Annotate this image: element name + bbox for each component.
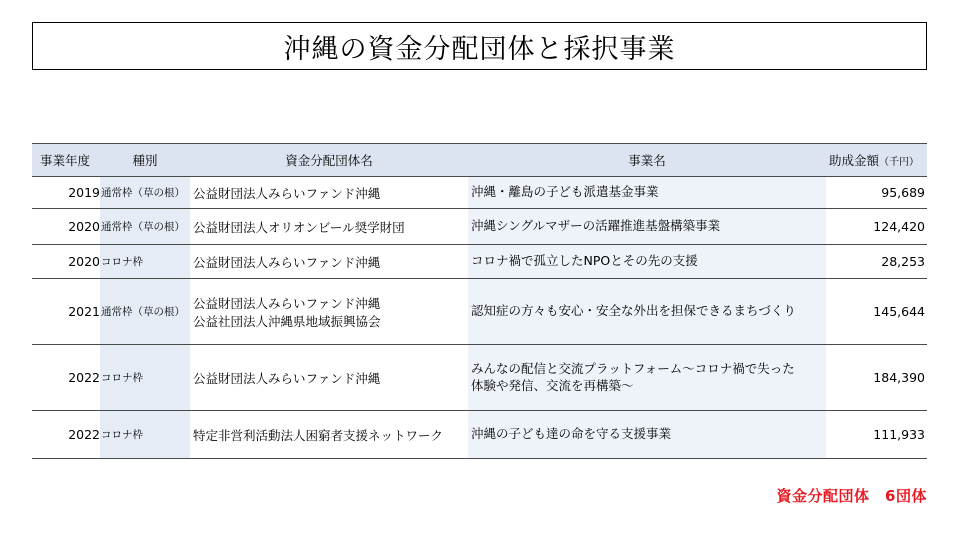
cell-project: [468, 411, 826, 459]
header-type: 種別: [100, 144, 190, 177]
cell-type: コロナ枠: [100, 345, 190, 411]
cell-amount: 124,420: [826, 209, 927, 245]
cell-type: 通常枠（草の根）: [100, 177, 190, 209]
cell-type: 通常枠（草の根）: [100, 209, 190, 245]
cell-project-line: 沖縄シングルマザーの活躍推進基盤構築事業: [471, 218, 721, 234]
cell-amount: 145,644: [826, 279, 927, 345]
cell-project: [468, 279, 826, 345]
cell-year: 2021: [32, 279, 100, 345]
cell-year: 2022: [32, 411, 100, 459]
cell-project-line: 沖縄の子ども達の命を守る支援事業: [471, 426, 672, 442]
cell-amount: 184,390: [826, 345, 927, 411]
cell-project-line: 認知症の方々も安心・安全な外出を担保できるまちづくり: [471, 303, 796, 319]
cell-org-line: 公益財団法人みらいファンド沖縄: [193, 185, 381, 201]
table-row: [32, 177, 927, 209]
cell-org-line: 公益財団法人みらいファンド沖縄: [193, 254, 381, 270]
header-project: 事業名: [468, 144, 826, 177]
table-row: [32, 279, 927, 345]
cell-year: 2020: [32, 209, 100, 245]
cell-org: [190, 345, 468, 411]
header-amount: [826, 144, 927, 177]
cell-project: [468, 345, 826, 411]
cell-org: [190, 177, 468, 209]
cell-org-line: 公益財団法人オリオンビール奨学財団: [193, 219, 405, 235]
cell-org-line: 公益財団法人みらいファンド沖縄: [193, 370, 381, 386]
cell-org-line: 公益社団法人沖縄県地域振興協会: [193, 313, 381, 329]
cell-project: [468, 209, 826, 245]
cell-amount: 111,933: [826, 411, 927, 459]
cell-year: 2020: [32, 245, 100, 279]
grant-table: [32, 143, 927, 459]
cell-project-line: みんなの配信と交流プラットフォーム～コロナ禍で失った: [471, 360, 795, 376]
header-amount-label: 助成金額: [829, 153, 880, 168]
cell-org-line: 公益財団法人みらいファンド沖縄: [193, 295, 381, 311]
cell-type: コロナ枠: [100, 411, 190, 459]
header-org: 資金分配団体名: [190, 144, 468, 177]
cell-project: [468, 177, 826, 209]
summary-count: 資金分配団体 6団体: [776, 487, 927, 505]
cell-project-line: 沖縄・離島の子ども派遣基金事業: [471, 184, 659, 200]
cell-org: [190, 209, 468, 245]
table-row: [32, 411, 927, 459]
table-row: [32, 245, 927, 279]
cell-org: [190, 411, 468, 459]
cell-amount: 28,253: [826, 245, 927, 279]
cell-type: コロナ枠: [100, 245, 190, 279]
cell-type: 通常枠（草の根）: [100, 279, 190, 345]
cell-org-line: 特定非営利活動法人困窮者支援ネットワーク: [193, 427, 444, 443]
cell-project-line: コロナ禍で孤立したNPOとその先の支援: [471, 253, 698, 269]
cell-org: [190, 245, 468, 279]
header-amount-unit: （千円）: [879, 157, 920, 168]
table-header-row: [32, 144, 927, 177]
table-row: [32, 345, 927, 411]
table-row: [32, 209, 927, 245]
cell-year: 2022: [32, 345, 100, 411]
cell-org: [190, 279, 468, 345]
cell-year: 2019: [32, 177, 100, 209]
page-title: 沖縄の資金分配団体と採択事業: [32, 22, 927, 70]
header-year: 事業年度: [32, 144, 100, 177]
cell-amount: 95,689: [826, 177, 927, 209]
cell-project: [468, 245, 826, 279]
cell-project-line: 体験や発信、交流を再構築～: [471, 377, 634, 393]
